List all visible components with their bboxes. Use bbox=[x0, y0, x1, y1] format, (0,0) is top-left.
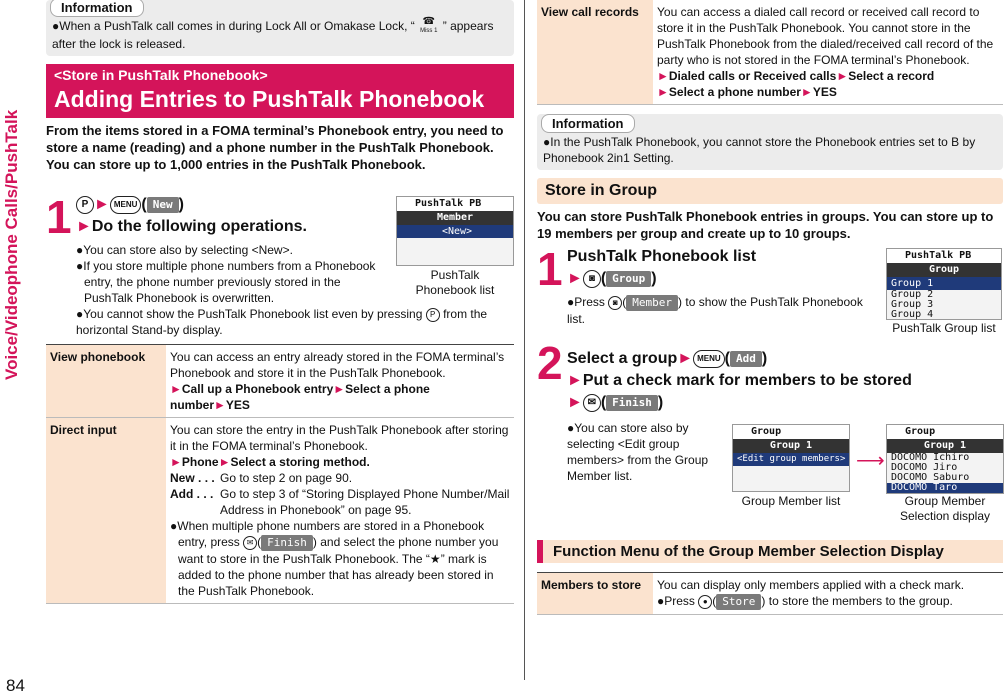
store-in-group-heading: Store in Group bbox=[537, 178, 1003, 204]
step-2-heading: Select a group► MENU ( Add ) ►Put a check mark for members to be stored ► ✉ ( Finish ) bbox=[567, 350, 912, 411]
screen-new-row: <New> bbox=[397, 225, 513, 238]
mail-key-icon: ✉ bbox=[583, 394, 601, 412]
page-number: 84 bbox=[6, 676, 25, 695]
phone-screen-group-member-list: Group Group 1 <Edit group members> bbox=[732, 424, 850, 492]
phone-caption: PushTalk Phonebook list bbox=[415, 268, 495, 297]
center-key-icon: ● bbox=[698, 595, 712, 609]
table-row bbox=[537, 0, 1003, 105]
table-row bbox=[537, 573, 1003, 615]
member-row: DOCOMO Ichiro bbox=[891, 452, 970, 463]
table-row bbox=[46, 418, 514, 604]
information-text: ●In the PushTalk Phonebook, you cannot store the Phonebook entries set to B by Phonebook 2in1 Setting. bbox=[543, 135, 976, 165]
row-head: View phonebook bbox=[46, 345, 166, 418]
arrow-right-icon: ⟶ bbox=[856, 450, 885, 472]
banner-subtitle: <Store in PushTalk Phonebook> bbox=[54, 67, 268, 83]
row-head: Members to store bbox=[537, 573, 653, 615]
information-title: Information bbox=[541, 114, 635, 133]
step-1-bullet-3: ●You cannot show the PushTalk Phonebook list even by pressing P from the horizontal Stand-by display. bbox=[76, 307, 488, 337]
information-box-2 bbox=[537, 114, 1003, 170]
information-box bbox=[46, 0, 514, 56]
menu-key: MENU bbox=[693, 350, 725, 368]
camera-key-icon: ◙ bbox=[583, 270, 601, 288]
sidebar-chapter-tab bbox=[0, 40, 28, 380]
function-menu-table bbox=[537, 572, 1003, 615]
group-row: Group 3 bbox=[891, 299, 934, 310]
options-table bbox=[46, 344, 514, 604]
member-row: DOCOMO Jiro bbox=[891, 462, 958, 473]
intro-text: From the items stored in a FOMA terminal’s Phonebook entry, you need to store a name (reading) and a phone number in the PushTalk Phonebook. You can store up to 1,000 entries in the PushTalk Phonebook. bbox=[46, 123, 504, 172]
step-1-heading: PushTalk Phonebook list ► ◙ ( Group ) bbox=[567, 248, 757, 287]
finish-softkey: Finish bbox=[606, 395, 658, 411]
phone-caption: Group Member Selection display bbox=[899, 494, 991, 523]
step-1-number: 1 bbox=[46, 191, 72, 243]
row-head: View call records bbox=[537, 0, 653, 105]
pushtalk-key-icon: P bbox=[426, 308, 440, 322]
screen-tab: Member bbox=[397, 211, 513, 225]
step-1-number: 1 bbox=[537, 243, 563, 295]
member-softkey: Member bbox=[626, 295, 678, 311]
information-title: Information bbox=[50, 0, 144, 17]
table-row bbox=[46, 345, 514, 418]
member-row: DOCOMO Saburo bbox=[891, 472, 970, 483]
new-softkey: New bbox=[147, 197, 179, 213]
step-1-text: Do the following operations. bbox=[91, 218, 307, 235]
phone-screen-group-list: PushTalk PB Group Group 1 Group 2 Group 3 Group 4 bbox=[886, 248, 1002, 320]
group-softkey: Group bbox=[606, 271, 651, 287]
screen-title: PushTalk PB bbox=[397, 197, 513, 211]
missed-call-icon: ☎ Miss 1 bbox=[420, 16, 438, 34]
phone-screen-member-selection: Group Group 1 DOCOMO Ichiro DOCOMO Jiro DOCOMO Saburo DOCOMO Taro bbox=[886, 424, 1004, 494]
group-row: Group 1 bbox=[887, 277, 1001, 290]
group-row: Group 2 bbox=[891, 289, 934, 300]
phone-screen-pushtalk-list bbox=[396, 196, 514, 266]
menu-key: MENU bbox=[110, 196, 142, 214]
step-2-number: 2 bbox=[537, 337, 563, 389]
banner-title: Adding Entries to PushTalk Phonebook bbox=[54, 86, 485, 112]
row-body: You can access a dialed call record or received call record to store it in the PushTalk Phonebook. You cannot store in the PushTalk Phonebook from the dialed/received call record of the party who is not stored in the FOMA terminal’s Phonebook. ►Dialed calls or Received calls►Select a record ►Select a phone number►YES bbox=[653, 0, 1003, 105]
add-softkey: Add bbox=[730, 351, 762, 367]
call-records-table bbox=[537, 0, 1003, 105]
member-row-checked: DOCOMO Taro bbox=[887, 483, 1003, 493]
step-1-bullets bbox=[76, 242, 386, 306]
step-1-bullet: ●Press ◙ ( Member ) to show the PushTalk Phonebook list. bbox=[567, 295, 863, 326]
information-text: ●When a PushTalk call comes in during Lock All or Omakase Lock, “ ☎ Miss 1 ” appears after the lock is released. bbox=[52, 16, 494, 51]
row-body: You can store the entry in the PushTalk Phonebook after storing it in the FOMA terminal’s Phonebook. ►Phone►Select a storing method. New . . . Go to step 2 on page 90. Add . . . Go to step 3 of “Storing Displayed Phone Number/Mail Address in Phonebook” on page 95. ●When multiple phone numbers are stored in a Phonebook entry, press ✉ ( Finish ) and select the phone number you want to store in the PushTalk Phonebook. The “★” mark is added to the phone number that has already been stored in the PushTalk Phonebook. bbox=[166, 418, 514, 604]
phone-caption: PushTalk Group list bbox=[892, 321, 996, 335]
camera-key-icon: ◙ bbox=[608, 296, 622, 310]
store-intro: You can store PushTalk Phonebook entries in groups. You can store up to 19 members per group and create up to 10 groups. bbox=[537, 209, 994, 241]
row-body: You can display only members applied with a check mark. ●Press ● ( Store ) to store the members to the group. bbox=[653, 573, 1003, 615]
store-softkey: Store bbox=[716, 594, 761, 610]
step-1-heading: P ► MENU ( New ) ►Do the following operations. bbox=[76, 196, 307, 235]
column-divider bbox=[524, 0, 525, 680]
bullet: ●If you store multiple phone numbers from a Phonebook entry, the phone number previously stored in the PushTalk Phonebook is overwritten. bbox=[76, 259, 376, 305]
row-head: Direct input bbox=[46, 418, 166, 604]
step-2-bullet: ●You can store also by selecting <Edit group members> from the Group Member list. bbox=[567, 421, 709, 483]
row-body: You can access an entry already stored in the FOMA terminal’s Phonebook and store it in the PushTalk Phonebook. ►Call up a Phonebook entry►Select a phone number►YES bbox=[166, 345, 514, 418]
arrow-icon: ► bbox=[76, 218, 92, 235]
section-banner bbox=[46, 64, 514, 118]
group-row: Group 4 bbox=[891, 309, 934, 320]
phone-caption: Group Member list bbox=[741, 494, 841, 508]
bullet: ●You can store also by selecting <New>. bbox=[76, 243, 293, 257]
mail-key-icon: ✉ bbox=[243, 536, 257, 550]
function-menu-heading: Function Menu of the Group Member Selection Display bbox=[537, 540, 1003, 563]
pushtalk-key-icon: P bbox=[76, 196, 94, 214]
arrow-icon: ► bbox=[94, 196, 110, 213]
finish-softkey: Finish bbox=[261, 535, 313, 551]
chapter-label: Voice/Videophone Calls/PushTalk bbox=[2, 109, 21, 380]
